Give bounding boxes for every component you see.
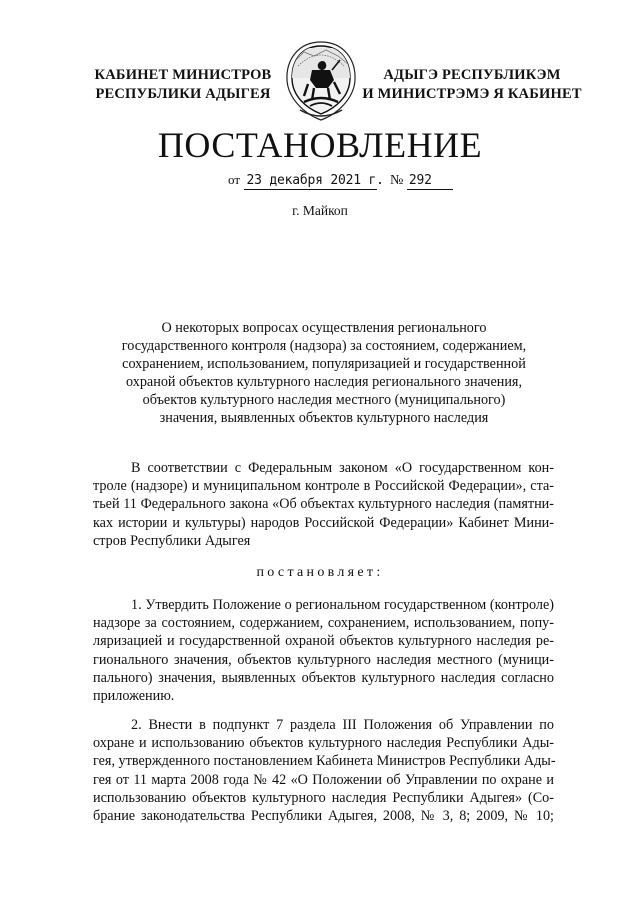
document-date: 23 декабря 2021 г. [246, 173, 384, 188]
decree-word: постановляет: [256, 565, 384, 580]
text-line: ках истории и культуры) народов Российской Федерации» Кабинет Мини- [93, 514, 554, 531]
issuer-name-russian [88, 66, 278, 104]
text-line: использованию объектов культурного наследия Республики Адыгея» (Со- [93, 789, 554, 806]
date-and-number [228, 172, 448, 190]
issuer-line: АДЫГЭ РЕСПУБЛИКЭМ [383, 67, 561, 83]
text-line: 2. Внести в подпункт 7 раздела III Положения об Управлении по [131, 717, 554, 733]
text-line: пального) значения, выявленных объектов культурного наследия согласно [93, 669, 554, 686]
document-subject [118, 320, 530, 427]
text-line: стров Республики Адыгея [93, 532, 251, 549]
document-number: 292 [408, 173, 432, 188]
text-line: тьей 11 Федерального закона «Об объектах культурного наследия (памятни- [93, 496, 554, 513]
subject-line: О некоторых вопросах осуществления регионального [161, 320, 487, 336]
text-line: 1. Утвердить Положение о региональном государственном (контроле) [131, 597, 554, 613]
text-line: гионального значения, объектов культурного наследия местного (муници- [93, 651, 554, 668]
issuer-line: КАБИНЕТ МИНИСТРОВ [94, 67, 272, 83]
issuer-line: РЕСПУБЛИКИ АДЫГЕЯ [95, 86, 271, 102]
subject-line: значения, выявленных объектов культурного наследия [159, 409, 489, 426]
subject-line: сохранением, использованием, популяризацией и государственной [122, 355, 526, 372]
preamble-paragraph [93, 459, 554, 550]
issuer-line: И МИНИСТРЭМЭ Я КАБИНЕТ [362, 86, 582, 102]
subject-line: объектов культурного наследия местного (муниципального) [142, 391, 506, 408]
document-title: ПОСТАНОВЛЕНИЕ [157, 125, 483, 165]
item-1-paragraph [93, 596, 554, 705]
text-line: брание законодательства Республики Адыгея, 2008, № 3, 8; 2009, № 10; [93, 807, 554, 824]
text-line: охране и использованию объектов культурного наследия Республики Ады- [93, 735, 554, 752]
text-line: гея от 11 марта 2008 года № 42 «О Положении об Управлении по охране и [93, 771, 554, 788]
issuer-name-adyghe [362, 66, 582, 104]
text-line: троле (надзоре) и муниципальном контроле в Российской Федерации», ста- [93, 478, 554, 495]
text-line: надзоре за состоянием, содержанием, сохранением, использованием, попу- [93, 615, 554, 632]
subject-line: охраной объектов культурного наследия регионального значения, [126, 373, 522, 390]
issue-city: г. Майкоп [292, 203, 348, 218]
coat-of-arms-icon [282, 40, 360, 122]
text-line: В соответствии с Федеральным законом «О государственном кон- [131, 460, 554, 476]
item-2-paragraph [93, 716, 554, 825]
text-line: ляризацией и государственной охраной объектов культурного наследия ре- [93, 633, 554, 650]
text-line: приложению. [93, 687, 175, 704]
subject-line: государственного контроля (надзора) за состоянием, содержанием, [121, 337, 527, 354]
date-prefix: от [228, 172, 241, 187]
number-label: № [390, 173, 404, 188]
text-line: гея, утвержденного постановлением Кабинета Министров Республики Ады- [93, 753, 556, 770]
